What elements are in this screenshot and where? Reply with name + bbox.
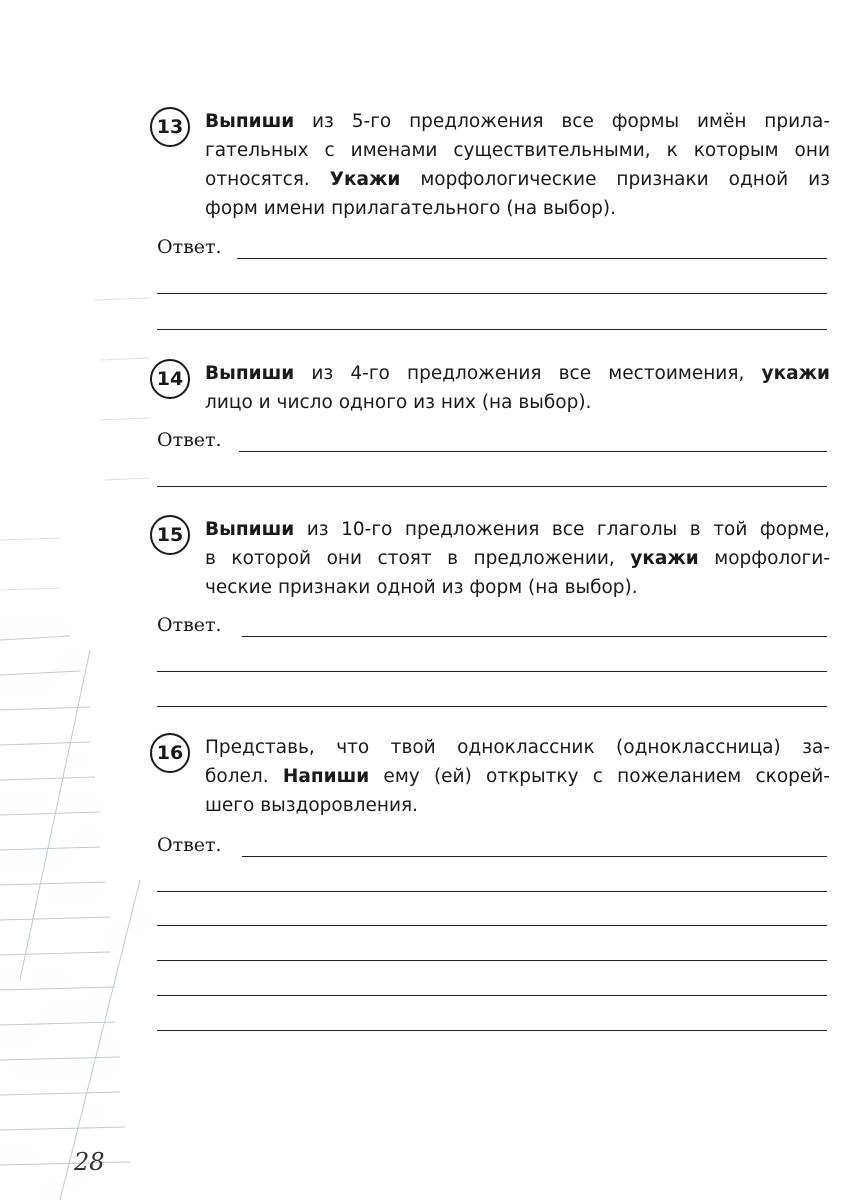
task-16 bbox=[150, 733, 830, 820]
task-13-line-2 bbox=[205, 136, 830, 165]
task-16-line-2 bbox=[205, 762, 830, 791]
task-number-badge: 14 bbox=[150, 359, 190, 399]
bold-verb: Выпиши bbox=[205, 519, 295, 540]
task-number-badge: 13 bbox=[150, 107, 190, 147]
answer-line[interactable] bbox=[237, 258, 827, 259]
task-16-line-1 bbox=[205, 733, 830, 762]
task-15-line-2 bbox=[205, 544, 830, 573]
page-number: 28 bbox=[74, 1148, 105, 1176]
text-run: относятся. bbox=[205, 169, 330, 190]
text-run: шего выздоровления. bbox=[205, 795, 418, 816]
task-number-badge: 16 bbox=[150, 733, 190, 773]
answer-line[interactable] bbox=[157, 671, 827, 672]
bold-verb: Укажи bbox=[329, 169, 401, 190]
bold-verb: Выпиши bbox=[205, 363, 295, 384]
task-14-text bbox=[205, 359, 830, 417]
task-16-line-3 bbox=[205, 791, 830, 820]
text-run: морфологи- bbox=[698, 548, 830, 569]
bold-verb: Выпиши bbox=[205, 111, 295, 132]
answer-line[interactable] bbox=[157, 925, 827, 926]
text-run: гательных с именами существительными, к которым они bbox=[205, 140, 830, 161]
answer-line[interactable] bbox=[242, 636, 827, 637]
task-15-text bbox=[205, 515, 830, 602]
answer-line[interactable] bbox=[242, 856, 827, 857]
text-run: болел. bbox=[205, 766, 283, 787]
bold-verb: укажи bbox=[761, 363, 830, 384]
task-14-line-1 bbox=[205, 359, 830, 388]
answer-line[interactable] bbox=[157, 1030, 827, 1031]
bold-verb: укажи bbox=[630, 548, 699, 569]
answer-label: Ответ. bbox=[157, 236, 222, 258]
task-16-text bbox=[205, 733, 830, 820]
task-14-line-2 bbox=[205, 388, 830, 417]
answer-line[interactable] bbox=[157, 960, 827, 961]
text-run: форм имени прилагательного (на выбор). bbox=[205, 198, 616, 219]
answer-line[interactable] bbox=[157, 486, 827, 487]
task-14 bbox=[150, 359, 830, 417]
text-run: лицо и число одного из них (на выбор). bbox=[205, 392, 592, 413]
text-run: ему (ей) открытку с пожеланием скорей- bbox=[369, 766, 830, 787]
text-run: Представь, что твой одноклассник (одноклассница) за- bbox=[205, 737, 830, 758]
task-13-line-1 bbox=[205, 107, 830, 136]
task-13-line-3 bbox=[205, 165, 830, 194]
task-number-badge: 15 bbox=[150, 515, 190, 555]
answer-label: Ответ. bbox=[157, 614, 222, 636]
task-15-line-1 bbox=[205, 515, 830, 544]
task-13-text bbox=[205, 107, 830, 223]
answer-line[interactable] bbox=[239, 451, 827, 452]
page-bleed-decoration bbox=[0, 0, 160, 1200]
answer-label: Ответ. bbox=[157, 429, 222, 451]
text-run: из 10-го предложения все глаголы в той форме, bbox=[294, 519, 830, 540]
bold-verb: Напиши bbox=[282, 766, 370, 787]
text-run: ческие признаки одной из форм (на выбор). bbox=[205, 577, 638, 598]
text-run: из 5-го предложения все формы имён прила- bbox=[294, 111, 830, 132]
task-15-line-3 bbox=[205, 573, 830, 602]
task-13 bbox=[150, 107, 830, 223]
answer-line[interactable] bbox=[157, 891, 827, 892]
text-run: из 4-го предложения все местоимения, bbox=[294, 363, 762, 384]
text-run: морфологические признаки одной из bbox=[400, 169, 830, 190]
task-15 bbox=[150, 515, 830, 602]
text-run: в которой они стоят в предложении, bbox=[205, 548, 631, 569]
task-13-line-4 bbox=[205, 194, 830, 223]
answer-line[interactable] bbox=[157, 995, 827, 996]
answer-line[interactable] bbox=[157, 329, 827, 330]
answer-line[interactable] bbox=[157, 706, 827, 707]
answer-label: Ответ. bbox=[157, 834, 222, 856]
answer-line[interactable] bbox=[157, 293, 827, 294]
